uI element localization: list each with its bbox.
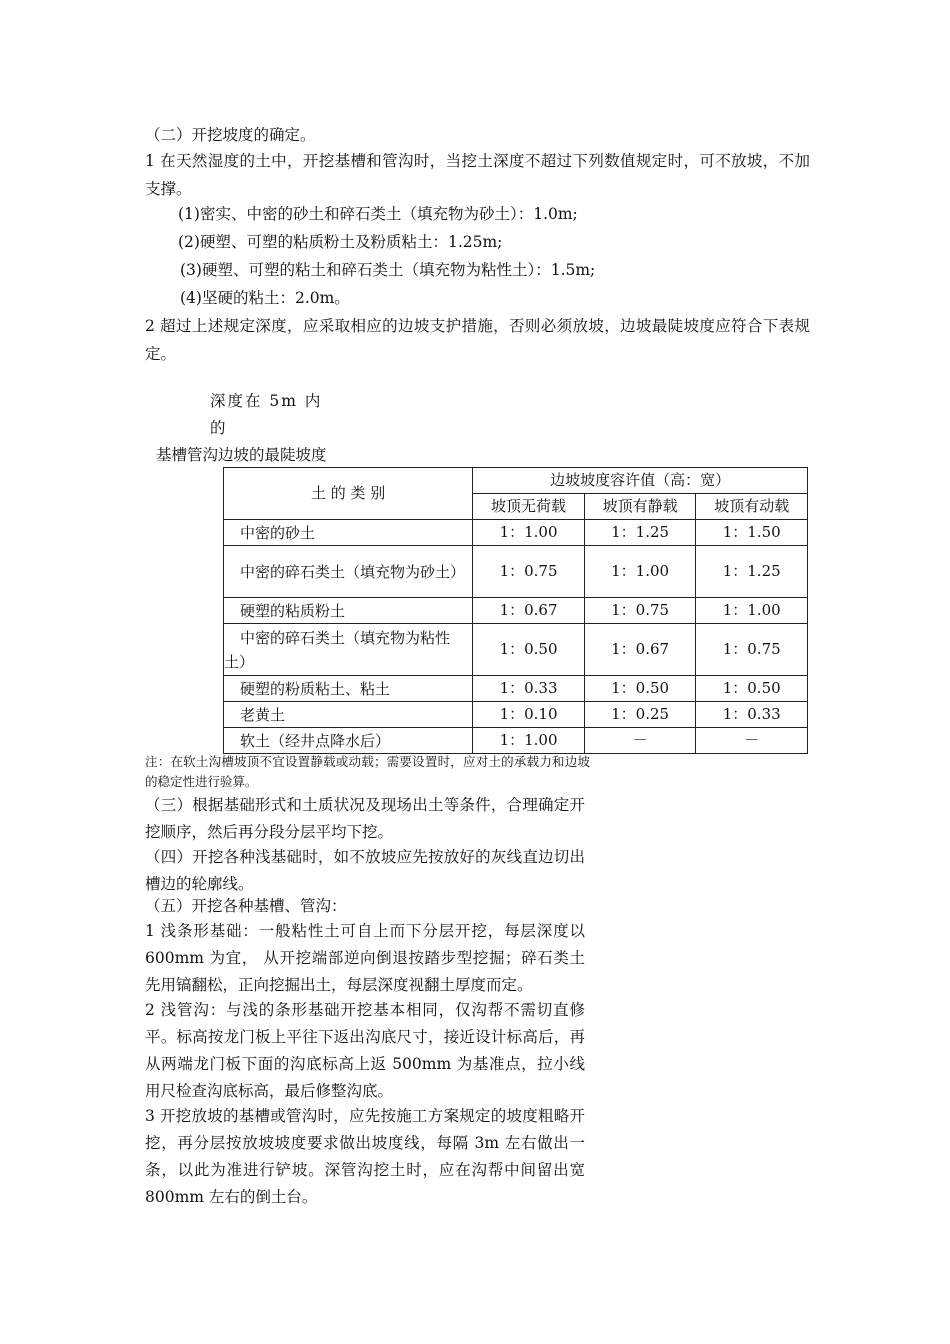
section4-paragraph: （四）开挖各种浅基础时，如不放坡应先按放好的灰线直边切出槽边的轮廓线。 [145, 848, 585, 893]
section5-paragraph-1: 1 浅条形基础：一般粘性土可自上而下分层开挖，每层深度以 600mm 为宜， 从开挖端部逆向倒退按踏步型挖掘；碎石类土先用镐翻松，正向挖掘出土，每层深度视翻土厚度而定。 [145, 922, 585, 994]
table-row [224, 702, 808, 728]
table-row [224, 520, 808, 546]
value-cell: 1：0.67 [473, 598, 585, 624]
value-cell: 1：0.50 [696, 676, 808, 702]
value-cell: － [696, 728, 808, 754]
table-caption-line-1: 深度在 5m 内的 [210, 392, 323, 437]
value-cell: 1：0.10 [473, 702, 585, 728]
header-slope-allowance: 边坡坡度容许值（高：宽） [473, 468, 808, 494]
soil-cell: 硬塑的粉质粘土、粘土 [224, 676, 473, 702]
soil-cell: 软土（经井点降水后） [224, 728, 473, 754]
value-cell: 1：0.50 [584, 676, 696, 702]
header-static-load: 坡顶有静载 [584, 494, 696, 520]
table-note: 注：在软土沟槽坡顶不宜设置静载或动载；需要设置时，应对土的承载力和边坡的稳定性进行验算。 [145, 754, 590, 789]
value-cell: 1：1.50 [696, 520, 808, 546]
table-caption [156, 388, 336, 469]
table-row [224, 598, 808, 624]
soil-cell: 硬塑的粘质粉土 [224, 598, 473, 624]
list-item: (4)坚硬的粘土：2.0m。 [180, 289, 350, 307]
soil-cell: 中密的砂土 [224, 520, 473, 546]
section2-heading: （二）开挖坡度的确定。 [145, 126, 316, 144]
soil-cell: 中密的碎石类土（填充物为砂土） [224, 546, 473, 598]
table-row [224, 624, 808, 676]
table-caption-line-2: 基槽管沟边坡的最陡坡度 [156, 446, 327, 464]
soil-cell: 老黄土 [224, 702, 473, 728]
section5-paragraph-3: 3 开挖放坡的基槽或管沟时，应先按施工方案规定的坡度粗略开挖，再分层按放坡坡度要求做出坡度线，每隔 3m 左右做出一条，以此为准进行铲坡。深管沟挖土时，应在沟帮中间留出宽 800mm 左右的倒土台。 [145, 1107, 585, 1206]
soil-cell: 中密的碎石类土（填充物为粘性土） [224, 624, 473, 676]
slope-table [223, 467, 808, 754]
value-cell: 1：0.75 [473, 546, 585, 598]
value-cell: 1：0.75 [584, 598, 696, 624]
value-cell: － [584, 728, 696, 754]
value-cell: 1：1.00 [696, 598, 808, 624]
list-item: (1)密实、中密的砂土和碎石类土（填充物为砂土）：1.0m; [178, 205, 578, 223]
value-cell: 1：0.75 [696, 624, 808, 676]
section5-heading: （五）开挖各种基槽、管沟： [145, 897, 347, 915]
value-cell: 1：0.50 [473, 624, 585, 676]
header-dynamic-load: 坡顶有动载 [696, 494, 808, 520]
table-row [224, 728, 808, 754]
section2-paragraph-2: 2 超过上述规定深度，应采取相应的边坡支护措施，否则必须放坡，边坡最陡坡度应符合下表规定。 [145, 317, 810, 363]
list-item: (3)硬塑、可塑的粘土和碎石类土（填充物为粘性土）：1.5m; [180, 261, 596, 279]
value-cell: 1：0.33 [696, 702, 808, 728]
section3-paragraph: （三）根据基础形式和土质状况及现场出土等条件，合理确定开挖顺序，然后再分段分层平均下挖。 [145, 796, 585, 841]
section5-paragraph-2: 2 浅管沟：与浅的条形基础开挖基本相同，仅沟帮不需切直修平。标高按龙门板上平往下返出沟底尺寸，接近设计标高后，再从两端龙门板下面的沟底标高上返 500mm 为基准点，拉小线用尺检查沟底标高，最后修整沟底。 [145, 1001, 585, 1100]
value-cell: 1：0.33 [473, 676, 585, 702]
header-no-load: 坡顶无荷载 [473, 494, 585, 520]
value-cell: 1：1.00 [584, 546, 696, 598]
table-row [224, 676, 808, 702]
header-soil-type: 土 的 类 别 [224, 468, 473, 520]
list-item: (2)硬塑、可塑的粘质粉土及粉质粘土：1.25m; [178, 233, 503, 251]
value-cell: 1：0.67 [584, 624, 696, 676]
value-cell: 1：1.00 [473, 520, 585, 546]
value-cell: 1：0.25 [584, 702, 696, 728]
table-row [224, 546, 808, 598]
value-cell: 1：1.25 [696, 546, 808, 598]
value-cell: 1：1.00 [473, 728, 585, 754]
section2-paragraph-1: 1 在天然湿度的土中，开挖基槽和管沟时，当挖土深度不超过下列数值规定时，可不放坡，不加支撑。 [145, 152, 810, 198]
value-cell: 1：1.25 [584, 520, 696, 546]
